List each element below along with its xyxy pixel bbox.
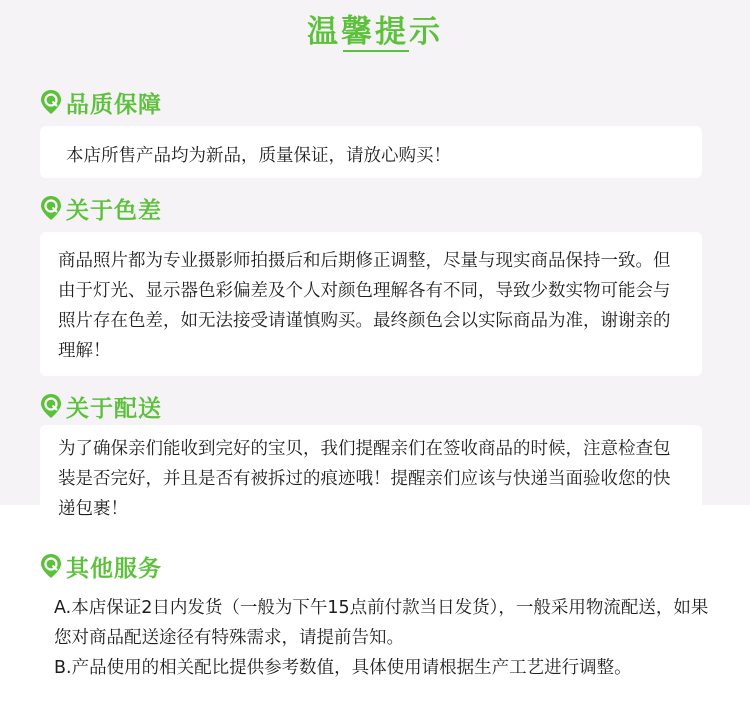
- q-pin-icon: [40, 393, 62, 419]
- section-heading-delivery: [40, 390, 162, 422]
- section-heading-text: 品质保障: [66, 91, 162, 118]
- color-card: [40, 232, 702, 376]
- quality-text: 本店所售产品均为新品，质量保证，请放心购买！: [66, 146, 451, 166]
- section-heading-color: [40, 192, 162, 224]
- quality-card: [40, 126, 702, 178]
- section-heading-text: 关于色差: [66, 197, 162, 224]
- q-pin-icon: [40, 89, 62, 115]
- delivery-text: 为了确保亲们能收到完好的宝贝，我们提醒亲们在签收商品的时候，注意检查包装是否完好，并且是否有被拆过的痕迹哦！提醒亲们应该与快递当面验收您的快递包裹！: [58, 439, 671, 519]
- section-heading-other: [40, 550, 162, 582]
- section-heading-text: 关于配送: [66, 395, 162, 422]
- other-service-item-b: B.产品使用的相关配比提供参考数值，具体使用请根据生产工艺进行调整。: [54, 658, 632, 678]
- color-text: 商品照片都为专业摄影师拍摄后和后期修正调整，尽量与现实商品保持一致。但由于灯光、显示器色彩偏差及个人对颜色理解各有不同，导致少数实物可能会与照片存在色差，如无法接受请谨慎购买。最终颜色会以实际商品为准，谢谢亲的理解！: [58, 251, 671, 361]
- other-service-item-a: A.本店保证2日内发货（一般为下午15点前付款当日发货），一般采用物流配送，如果您对商品配送途径有特殊需求，请提前告知。: [54, 598, 709, 648]
- section-heading-quality: [40, 86, 162, 118]
- title-underline: [343, 50, 409, 52]
- delivery-card: [40, 425, 702, 525]
- q-pin-icon: [40, 553, 62, 579]
- q-pin-icon: [40, 195, 62, 221]
- page-title: 温馨提示: [307, 14, 443, 50]
- section-heading-text: 其他服务: [66, 555, 162, 582]
